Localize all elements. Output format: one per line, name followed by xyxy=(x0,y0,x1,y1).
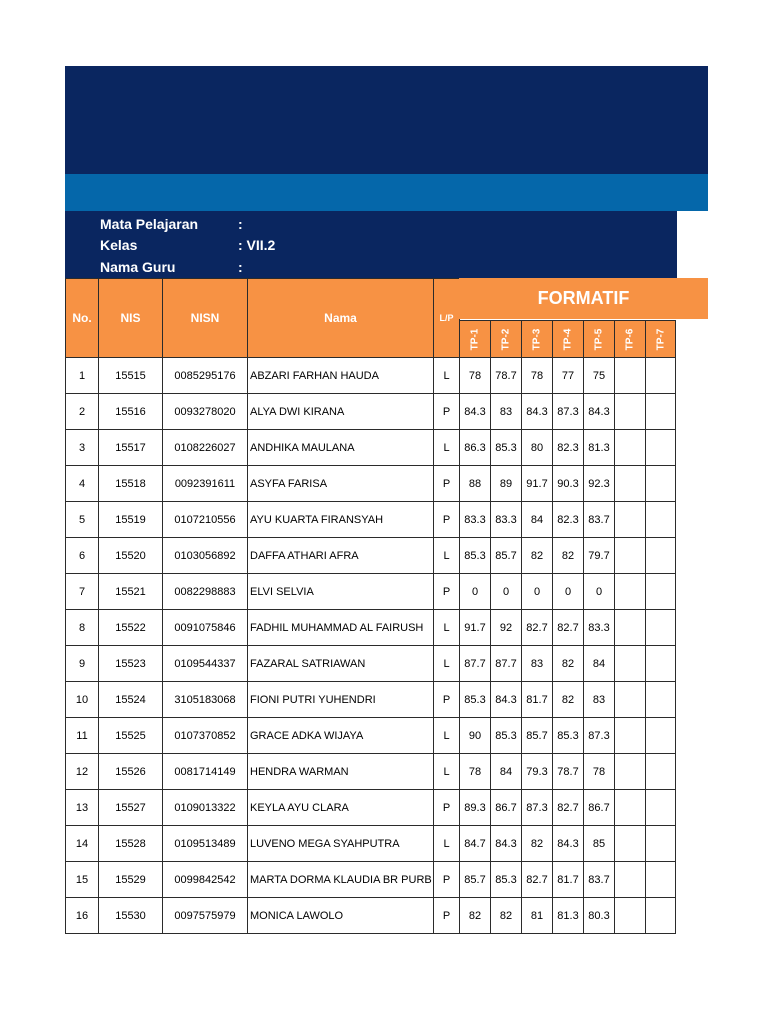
table-row xyxy=(66,754,676,790)
cell-tp-4: 78.7 xyxy=(553,754,584,790)
cell-nisn: 0099842542 xyxy=(163,862,248,898)
cell-nama: HENDRA WARMAN xyxy=(248,754,434,790)
cell-no: 11 xyxy=(66,718,99,754)
cell-tp-5: 92.3 xyxy=(584,466,615,502)
cell-lp: L xyxy=(434,430,460,466)
table-row xyxy=(66,466,676,502)
cell-tp-1: 85.7 xyxy=(460,862,491,898)
cell-tp-3: 82.7 xyxy=(522,610,553,646)
cell-tp-4: 90.3 xyxy=(553,466,584,502)
tp-header-label: TP-6 xyxy=(624,328,636,350)
cell-tp-7 xyxy=(646,754,676,790)
cell-tp-3: 91.7 xyxy=(522,466,553,502)
kelas-label: Kelas xyxy=(100,237,138,253)
cell-tp-7 xyxy=(646,862,676,898)
cell-tp-6 xyxy=(615,646,646,682)
cell-lp: P xyxy=(434,466,460,502)
cell-nisn: 0109544337 xyxy=(163,646,248,682)
cell-nis: 15523 xyxy=(99,646,163,682)
cell-tp-3: 84 xyxy=(522,502,553,538)
cell-tp-1: 84.7 xyxy=(460,826,491,862)
table-row xyxy=(66,502,676,538)
col-header-tp-2 xyxy=(491,321,522,358)
cell-lp: P xyxy=(434,862,460,898)
table-row xyxy=(66,430,676,466)
table-row xyxy=(66,790,676,826)
cell-tp-4: 82 xyxy=(553,646,584,682)
table-row xyxy=(66,610,676,646)
cell-tp-4: 87.3 xyxy=(553,394,584,430)
cell-tp-2: 82 xyxy=(491,898,522,934)
cell-tp-6 xyxy=(615,754,646,790)
cell-nisn: 0091075846 xyxy=(163,610,248,646)
cell-nisn: 3105183068 xyxy=(163,682,248,718)
cell-tp-4: 82.3 xyxy=(553,502,584,538)
cell-tp-1: 0 xyxy=(460,574,491,610)
cell-nama: FADHIL MUHAMMAD AL FAIRUSH xyxy=(248,610,434,646)
cell-tp-2: 92 xyxy=(491,610,522,646)
cell-tp-1: 88 xyxy=(460,466,491,502)
cell-tp-7 xyxy=(646,898,676,934)
col-header-tp-4 xyxy=(553,321,584,358)
tp-header-label: TP-7 xyxy=(654,328,666,350)
cell-nama: ABZARI FARHAN HAUDA xyxy=(248,358,434,394)
cell-tp-3: 83 xyxy=(522,646,553,682)
cell-no: 3 xyxy=(66,430,99,466)
cell-no: 9 xyxy=(66,646,99,682)
cell-no: 10 xyxy=(66,682,99,718)
cell-nis: 15515 xyxy=(99,358,163,394)
cell-tp-1: 91.7 xyxy=(460,610,491,646)
cell-nisn: 0107370852 xyxy=(163,718,248,754)
cell-nis: 15524 xyxy=(99,682,163,718)
cell-tp-6 xyxy=(615,718,646,754)
cell-nis: 15528 xyxy=(99,826,163,862)
cell-tp-2: 87.7 xyxy=(491,646,522,682)
cell-no: 1 xyxy=(66,358,99,394)
cell-tp-5: 84.3 xyxy=(584,394,615,430)
cell-no: 5 xyxy=(66,502,99,538)
cell-tp-7 xyxy=(646,502,676,538)
tp-header-label: TP-3 xyxy=(531,328,543,350)
cell-tp-1: 87.7 xyxy=(460,646,491,682)
cell-nisn: 0093278020 xyxy=(163,394,248,430)
tp-header-label: TP-4 xyxy=(562,328,574,350)
cell-tp-4: 81.3 xyxy=(553,898,584,934)
table-row xyxy=(66,826,676,862)
cell-nama: FIONI PUTRI YUHENDRI xyxy=(248,682,434,718)
table-row xyxy=(66,538,676,574)
cell-nama: ALYA DWI KIRANA xyxy=(248,394,434,430)
cell-tp-3: 78 xyxy=(522,358,553,394)
cell-tp-5: 80.3 xyxy=(584,898,615,934)
cell-lp: L xyxy=(434,826,460,862)
cell-tp-2: 85.3 xyxy=(491,718,522,754)
cell-tp-6 xyxy=(615,682,646,718)
cell-lp: P xyxy=(434,574,460,610)
cell-nisn: 0109013322 xyxy=(163,790,248,826)
cell-no: 2 xyxy=(66,394,99,430)
cell-tp-7 xyxy=(646,394,676,430)
cell-lp: P xyxy=(434,682,460,718)
cell-nisn: 0103056892 xyxy=(163,538,248,574)
cell-tp-4: 84.3 xyxy=(553,826,584,862)
cell-tp-5: 79.7 xyxy=(584,538,615,574)
cell-lp: P xyxy=(434,790,460,826)
cell-lp: L xyxy=(434,718,460,754)
cell-tp-5: 83.3 xyxy=(584,610,615,646)
cell-tp-6 xyxy=(615,898,646,934)
cell-tp-6 xyxy=(615,466,646,502)
mapel-row xyxy=(100,213,243,235)
table-row xyxy=(66,394,676,430)
cell-nis: 15520 xyxy=(99,538,163,574)
kelas-row xyxy=(100,234,275,256)
cell-no: 14 xyxy=(66,826,99,862)
cell-nama: FAZARAL SATRIAWAN xyxy=(248,646,434,682)
cell-tp-1: 82 xyxy=(460,898,491,934)
cell-lp: P xyxy=(434,394,460,430)
cell-lp: L xyxy=(434,754,460,790)
cell-nama: LUVENO MEGA SYAHPUTRA xyxy=(248,826,434,862)
student-rows xyxy=(66,358,676,934)
cell-no: 15 xyxy=(66,862,99,898)
col-header-tp-6 xyxy=(615,321,646,358)
cell-nama: MONICA LAWOLO xyxy=(248,898,434,934)
cell-tp-3: 81.7 xyxy=(522,682,553,718)
cell-nisn: 0092391611 xyxy=(163,466,248,502)
col-header-tp-1 xyxy=(460,321,491,358)
col-header-nisn: NISN xyxy=(163,279,248,358)
cell-tp-3: 82 xyxy=(522,538,553,574)
cell-no: 8 xyxy=(66,610,99,646)
cell-tp-1: 78 xyxy=(460,358,491,394)
cell-tp-4: 82.3 xyxy=(553,430,584,466)
cell-tp-3: 79.3 xyxy=(522,754,553,790)
mapel-value: : xyxy=(238,216,243,232)
table-row xyxy=(66,358,676,394)
cell-no: 7 xyxy=(66,574,99,610)
cell-tp-4: 82 xyxy=(553,682,584,718)
cell-tp-2: 83 xyxy=(491,394,522,430)
cell-tp-1: 90 xyxy=(460,718,491,754)
cell-nama: ANDHIKA MAULANA xyxy=(248,430,434,466)
cell-nis: 15516 xyxy=(99,394,163,430)
table-row xyxy=(66,682,676,718)
cell-tp-7 xyxy=(646,610,676,646)
cell-tp-5: 83 xyxy=(584,682,615,718)
cell-tp-3: 85.7 xyxy=(522,718,553,754)
cell-tp-2: 84 xyxy=(491,754,522,790)
cell-tp-1: 84.3 xyxy=(460,394,491,430)
cell-tp-7 xyxy=(646,790,676,826)
cell-tp-7 xyxy=(646,682,676,718)
cell-nama: ELVI SELVIA xyxy=(248,574,434,610)
cell-tp-3: 82 xyxy=(522,826,553,862)
cell-nis: 15517 xyxy=(99,430,163,466)
cell-no: 6 xyxy=(66,538,99,574)
grade-table xyxy=(65,278,676,934)
cell-tp-4: 77 xyxy=(553,358,584,394)
cell-tp-5: 83.7 xyxy=(584,862,615,898)
cell-nis: 15521 xyxy=(99,574,163,610)
cell-lp: L xyxy=(434,538,460,574)
cell-nis: 15518 xyxy=(99,466,163,502)
cell-tp-2: 84.3 xyxy=(491,826,522,862)
cell-tp-5: 87.3 xyxy=(584,718,615,754)
cell-tp-6 xyxy=(615,862,646,898)
guru-row xyxy=(100,256,243,278)
cell-nis: 15530 xyxy=(99,898,163,934)
cell-tp-2: 86.7 xyxy=(491,790,522,826)
cell-tp-1: 86.3 xyxy=(460,430,491,466)
cell-nama: DAFFA ATHARI AFRA xyxy=(248,538,434,574)
cell-tp-1: 85.3 xyxy=(460,538,491,574)
cell-tp-7 xyxy=(646,826,676,862)
cell-tp-6 xyxy=(615,826,646,862)
tp-header-label: TP-1 xyxy=(469,328,481,350)
cell-lp: P xyxy=(434,898,460,934)
cell-nama: KEYLA AYU CLARA xyxy=(248,790,434,826)
cell-tp-7 xyxy=(646,466,676,502)
cell-nama: AYU KUARTA FIRANSYAH xyxy=(248,502,434,538)
cell-tp-2: 78.7 xyxy=(491,358,522,394)
cell-tp-4: 82.7 xyxy=(553,610,584,646)
cell-tp-6 xyxy=(615,430,646,466)
cell-tp-6 xyxy=(615,538,646,574)
cell-tp-6 xyxy=(615,610,646,646)
cell-tp-3: 80 xyxy=(522,430,553,466)
cell-nis: 15526 xyxy=(99,754,163,790)
cell-nisn: 0108226027 xyxy=(163,430,248,466)
cell-nisn: 0097575979 xyxy=(163,898,248,934)
cell-tp-3: 87.3 xyxy=(522,790,553,826)
cell-nisn: 0109513489 xyxy=(163,826,248,862)
cell-tp-5: 86.7 xyxy=(584,790,615,826)
cell-nis: 15527 xyxy=(99,790,163,826)
cell-tp-4: 82.7 xyxy=(553,790,584,826)
cell-tp-4: 0 xyxy=(553,574,584,610)
cell-tp-3: 84.3 xyxy=(522,394,553,430)
cell-tp-7 xyxy=(646,574,676,610)
cell-no: 13 xyxy=(66,790,99,826)
mapel-label: Mata Pelajaran xyxy=(100,216,199,232)
cell-nisn: 0081714149 xyxy=(163,754,248,790)
cell-nisn: 0082298883 xyxy=(163,574,248,610)
tp-header-label: TP-2 xyxy=(500,328,512,350)
cell-tp-2: 89 xyxy=(491,466,522,502)
table-row xyxy=(66,646,676,682)
cell-nisn: 0107210556 xyxy=(163,502,248,538)
cell-tp-1: 85.3 xyxy=(460,682,491,718)
cell-tp-6 xyxy=(615,574,646,610)
cell-tp-4: 81.7 xyxy=(553,862,584,898)
cell-tp-2: 85.7 xyxy=(491,538,522,574)
table-row xyxy=(66,574,676,610)
cell-nis: 15525 xyxy=(99,718,163,754)
cell-no: 4 xyxy=(66,466,99,502)
kelas-value: : VII.2 xyxy=(238,237,276,253)
cell-tp-5: 84 xyxy=(584,646,615,682)
cell-nisn: 0085295176 xyxy=(163,358,248,394)
table-row xyxy=(66,862,676,898)
col-header-tp-3 xyxy=(522,321,553,358)
tp-header-label: TP-5 xyxy=(593,328,605,350)
cell-tp-7 xyxy=(646,646,676,682)
col-header-tp-5 xyxy=(584,321,615,358)
cell-tp-3: 81 xyxy=(522,898,553,934)
cell-tp-3: 0 xyxy=(522,574,553,610)
table-row xyxy=(66,898,676,934)
cell-tp-3: 82.7 xyxy=(522,862,553,898)
header-subbanner xyxy=(65,174,708,211)
col-header-lp: L/P xyxy=(434,279,460,358)
cell-nama: MARTA DORMA KLAUDIA BR PURB xyxy=(248,862,434,898)
col-header-nama: Nama xyxy=(248,279,434,358)
col-header-nis: NIS xyxy=(99,279,163,358)
cell-nis: 15522 xyxy=(99,610,163,646)
cell-tp-2: 85.3 xyxy=(491,430,522,466)
cell-no: 16 xyxy=(66,898,99,934)
cell-tp-2: 85.3 xyxy=(491,862,522,898)
cell-tp-5: 0 xyxy=(584,574,615,610)
cell-tp-5: 85 xyxy=(584,826,615,862)
cell-tp-1: 89.3 xyxy=(460,790,491,826)
cell-lp: P xyxy=(434,502,460,538)
cell-nama: GRACE ADKA WIJAYA xyxy=(248,718,434,754)
cell-lp: L xyxy=(434,358,460,394)
cell-tp-2: 0 xyxy=(491,574,522,610)
guru-value: : xyxy=(238,259,243,275)
formatif-header: FORMATIF xyxy=(459,278,708,319)
table-row xyxy=(66,718,676,754)
cell-tp-7 xyxy=(646,538,676,574)
cell-tp-4: 85.3 xyxy=(553,718,584,754)
cell-no: 12 xyxy=(66,754,99,790)
cell-tp-6 xyxy=(615,502,646,538)
guru-label: Nama Guru xyxy=(100,259,176,275)
cell-tp-2: 83.3 xyxy=(491,502,522,538)
cell-nama: ASYFA FARISA xyxy=(248,466,434,502)
cell-tp-7 xyxy=(646,718,676,754)
cell-tp-4: 82 xyxy=(553,538,584,574)
cell-tp-5: 83.7 xyxy=(584,502,615,538)
cell-tp-5: 75 xyxy=(584,358,615,394)
info-block xyxy=(65,211,677,278)
col-header-tp-7 xyxy=(646,321,676,358)
cell-tp-2: 84.3 xyxy=(491,682,522,718)
cell-tp-5: 78 xyxy=(584,754,615,790)
col-header-no: No. xyxy=(66,279,99,358)
header-banner xyxy=(65,66,708,174)
cell-tp-1: 83.3 xyxy=(460,502,491,538)
cell-nis: 15519 xyxy=(99,502,163,538)
cell-nis: 15529 xyxy=(99,862,163,898)
cell-tp-6 xyxy=(615,790,646,826)
cell-tp-1: 78 xyxy=(460,754,491,790)
cell-tp-6 xyxy=(615,394,646,430)
cell-lp: L xyxy=(434,610,460,646)
cell-lp: L xyxy=(434,646,460,682)
cell-tp-7 xyxy=(646,358,676,394)
cell-tp-6 xyxy=(615,358,646,394)
cell-tp-5: 81.3 xyxy=(584,430,615,466)
cell-tp-7 xyxy=(646,430,676,466)
